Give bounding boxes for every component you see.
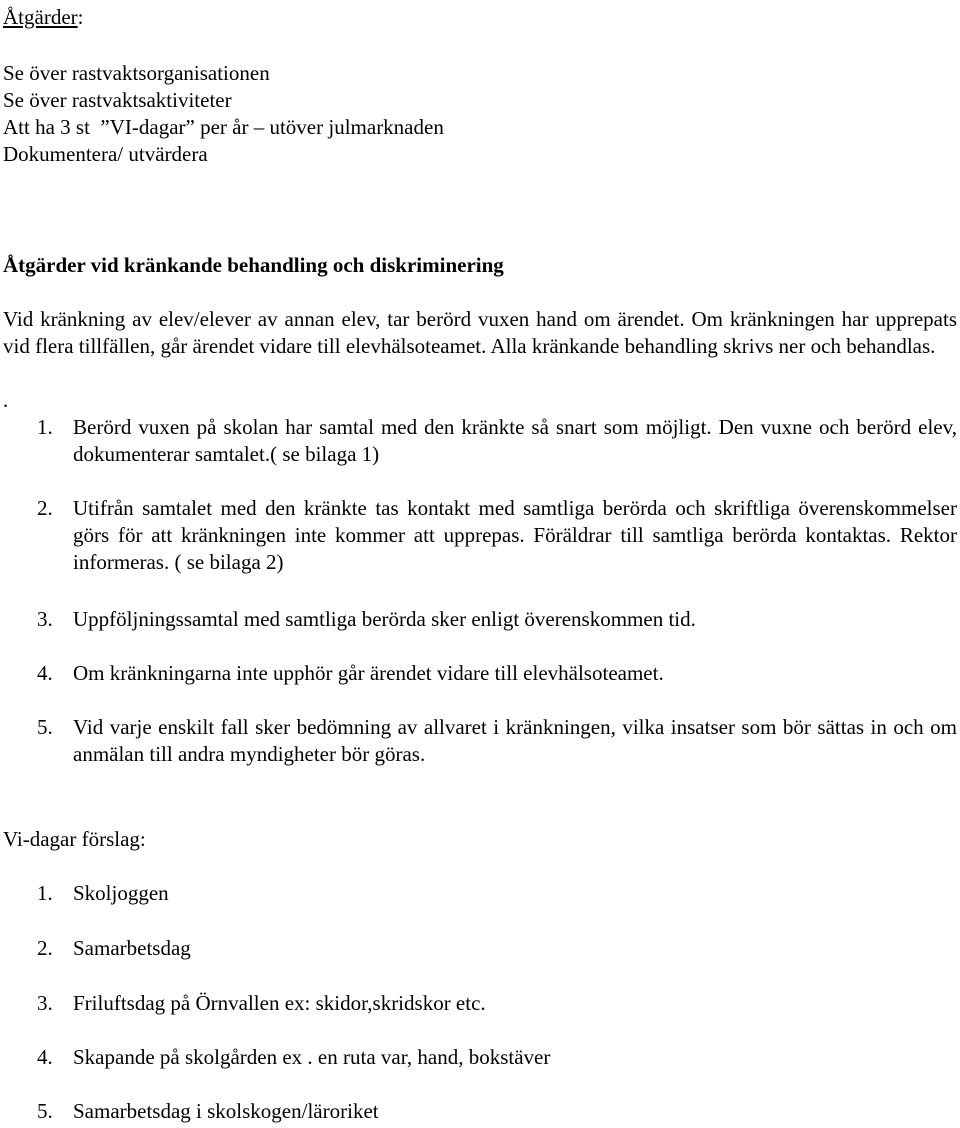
step-text: Utifrån samtalet med den kränkte tas kontakt med samtliga berörda och skriftliga överenskommelser görs för att kränkningen inte kommer att upprepas. Föräldrar till samtliga berörda kontaktas. Rektor informeras. ( se bilaga 2): [73, 496, 957, 574]
heading-title: Åtgärder: [3, 5, 78, 29]
step-text: Vid varje enskilt fall sker bedömning av allvaret i kränkningen, vilka insatser som bör sättas in och om anmälan till andra myndigheter bör göras.: [73, 715, 957, 766]
action-item: Se över rastvaktsaktiviteter: [3, 88, 232, 112]
vi-dagar-number: 3.: [37, 991, 53, 1015]
step-text: Uppföljningssamtal med samtliga berörda sker enligt överenskommen tid.: [73, 607, 696, 631]
step-text: Berörd vuxen på skolan har samtal med den kränkte så snart som möjligt. Den vuxne och berörd elev, dokumenterar samtalet.( se bilaga 1): [73, 415, 957, 466]
page-heading: [3, 4, 83, 31]
vi-dagar-number: 4.: [37, 1045, 53, 1069]
vi-dagar-text: Skoljoggen: [73, 881, 169, 905]
heading-colon: :: [77, 5, 84, 29]
step-number: 2.: [37, 496, 53, 520]
vi-dagar-title: Vi-dagar förslag:: [3, 827, 146, 851]
step-number: 3.: [37, 607, 53, 631]
step-text: Om kränkningarna inte upphör går ärendet vidare till elevhälsoteamet.: [73, 661, 664, 685]
action-item: Se över rastvaktsorganisationen: [3, 61, 270, 85]
section-paragraph: Vid kränkning av elev/elever av annan elev, tar berörd vuxen hand om ärendet. Om kränkningen har upprepats vid flera tillfällen, går ärendet vidare till elevhälsoteamet. Alla kränkande behandling skrivs ner och behandlas.: [3, 307, 957, 358]
step-number: 5.: [37, 715, 53, 739]
vi-dagar-number: 1.: [37, 881, 53, 905]
action-item: Att ha 3 st ”VI-dagar” per år – utöver julmarknaden: [3, 115, 444, 139]
vi-dagar-text: Skapande på skolgården ex . en ruta var, hand, bokstäver: [73, 1045, 551, 1069]
actions-list: [3, 60, 444, 168]
vi-dagar-text: Samarbetsdag: [73, 936, 191, 960]
vi-dagar-text: Friluftsdag på Örnvallen ex: skidor,skridskor etc.: [73, 991, 486, 1015]
vi-dagar-text: Samarbetsdag i skolskogen/läroriket: [73, 1099, 379, 1123]
vi-dagar-number: 5.: [37, 1099, 53, 1123]
vi-dagar-number: 2.: [37, 936, 53, 960]
step-number: 4.: [37, 661, 53, 685]
step-number: 1.: [37, 415, 53, 439]
stray-dot: .: [3, 388, 9, 412]
section-title: Åtgärder vid kränkande behandling och diskriminering: [3, 253, 504, 277]
action-item: Dokumentera/ utvärdera: [3, 142, 208, 166]
